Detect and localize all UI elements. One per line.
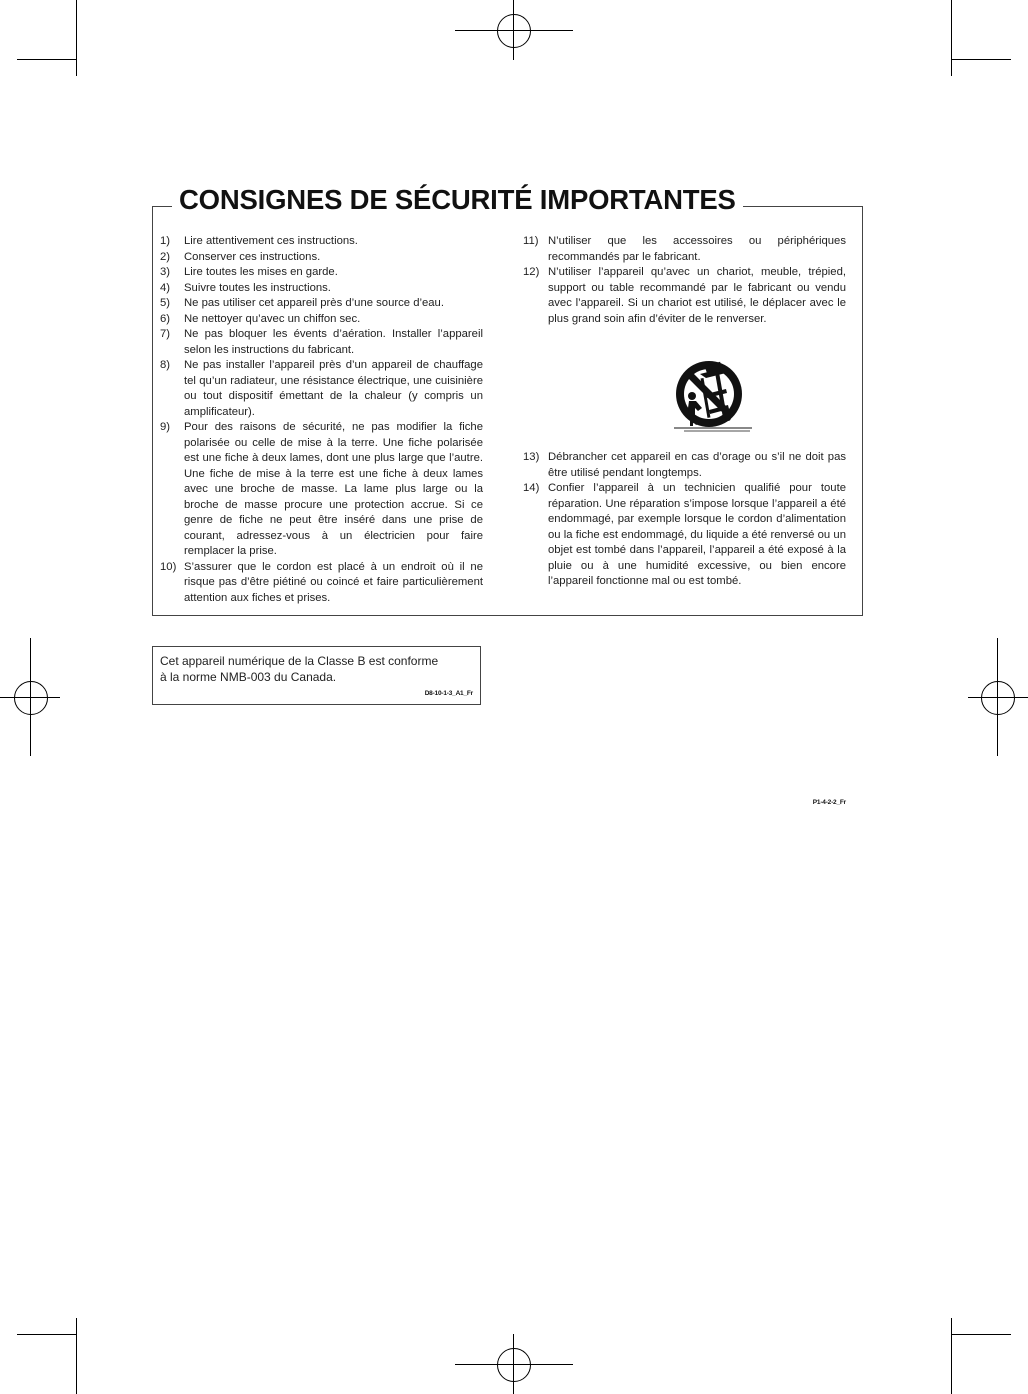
instruction-item <box>160 420 483 560</box>
canada-section-code: D8-10-1-3_A1_Fr <box>424 690 473 697</box>
instruction-number: 1) <box>160 235 171 247</box>
instruction-text: N’utiliser l’appareil qu’avec un chariot, meuble, trépied, support ou table recommandé par le fabricant ou vendu avec l’appareil. Si un chariot est utilisé, le déplacer avec le plus grand soin afin d’éviter de le renverser. <box>548 266 846 325</box>
instructions-column-right-bottom <box>523 450 846 590</box>
instruction-number: 2) <box>160 250 171 263</box>
instruction-text: Suivre toutes les instructions. <box>184 281 331 294</box>
instruction-item <box>160 250 483 266</box>
instruction-item <box>523 234 846 265</box>
instruction-number: 12) <box>523 266 540 278</box>
instruction-text: Confier l’appareil à un technicien qualifié pour toute réparation. Une réparation s’impose lorsque l’appareil a été endommagé, par exemple lorsque le cordon d’alimentation ou la fiche est endommagé, du liquide a été renversé ou un objet est tombé dans l’appareil, l’appareil a été exposé à la pluie ou à une humidité excessive, ou bien encore l’appareil fonctionne mal ou est tombé. <box>548 482 846 587</box>
page-title: CONSIGNES DE SÉCURITÉ IMPORTANTES <box>172 184 743 216</box>
instruction-text: S’assurer que le cordon est placé à un endroit où il ne risque pas d’être piétiné ou coincé et faire particulièrement attention aux fiches et prises. <box>184 560 483 604</box>
canada-compliance-box <box>152 646 481 705</box>
instruction-item <box>160 312 483 328</box>
instruction-item <box>160 265 483 281</box>
instruction-number: 11) <box>523 235 539 247</box>
instruction-text: Ne pas utiliser cet appareil près d’une source d’eau. <box>184 297 444 309</box>
instruction-text: Débrancher cet appareil en cas d’orage ou s’il ne doit pas être utilisé pendant longtemps. <box>548 451 846 479</box>
instruction-text: N’utiliser que les accessoires ou périphériques recommandés par le fabricant. <box>548 235 846 263</box>
instruction-item <box>160 281 483 297</box>
instruction-text: Lire toutes les mises en garde. <box>184 266 338 278</box>
canada-line-2: à la norme NMB-003 du Canada. <box>160 670 337 684</box>
instruction-number: 13) <box>523 451 540 463</box>
instruction-item <box>160 560 483 607</box>
instruction-number: 9) <box>160 421 171 433</box>
safety-section-code: P1-4-2-2_Fr <box>812 799 846 806</box>
instruction-item <box>160 296 483 312</box>
instruction-number: 5) <box>160 297 171 309</box>
instruction-number: 3) <box>160 266 171 278</box>
instruction-text: Lire attentivement ces instructions. <box>184 235 358 247</box>
instruction-number: 10) <box>160 560 177 573</box>
instruction-item <box>523 481 846 590</box>
instruction-text: Conserver ces instructions. <box>184 250 321 263</box>
instruction-text: Pour des raisons de sécurité, ne pas modifier la fiche polarisée ou celle de mise à la terre. Une fiche polarisée est une fiche à deux lames, dont une plus large que l’autre. Une fiche de mise à la terre est une fiche à deux lames avec une broche de masse. La lame plus large ou la broche de masse procure une protection accrue. Si ce genre de fiche ne peut être inséré dans une prise de courant, adressez-vous à un électricien pour faire remplacer la prise. <box>184 421 483 557</box>
canada-line-1: Cet appareil numérique de la Classe B est conforme <box>160 654 439 668</box>
instruction-item <box>523 265 846 327</box>
instruction-item <box>523 450 846 481</box>
instruction-item <box>160 327 483 358</box>
instructions-column-right-top <box>523 234 846 327</box>
instruction-text: Ne pas installer l’appareil près d’un appareil de chauffage tel qu’un radiateur, une résistance électrique, une cuisinière ou tout dispositif émettant de la chaleur (y compris un amplificateur). <box>184 359 483 418</box>
instruction-text: Ne pas bloquer les évents d’aération. Installer l’appareil selon les instructions du fabricant. <box>184 328 483 356</box>
instruction-number: 4) <box>160 281 171 294</box>
instruction-number: 14) <box>523 482 540 494</box>
instruction-number: 6) <box>160 312 171 325</box>
instruction-number: 7) <box>160 328 171 340</box>
instruction-item <box>160 358 483 420</box>
instruction-item <box>160 234 483 250</box>
cart-tip-over-warning-icon <box>664 356 756 438</box>
instruction-number: 8) <box>160 359 171 371</box>
instruction-text: Ne nettoyer qu’avec un chiffon sec. <box>184 312 361 325</box>
instructions-column-left <box>160 234 483 606</box>
